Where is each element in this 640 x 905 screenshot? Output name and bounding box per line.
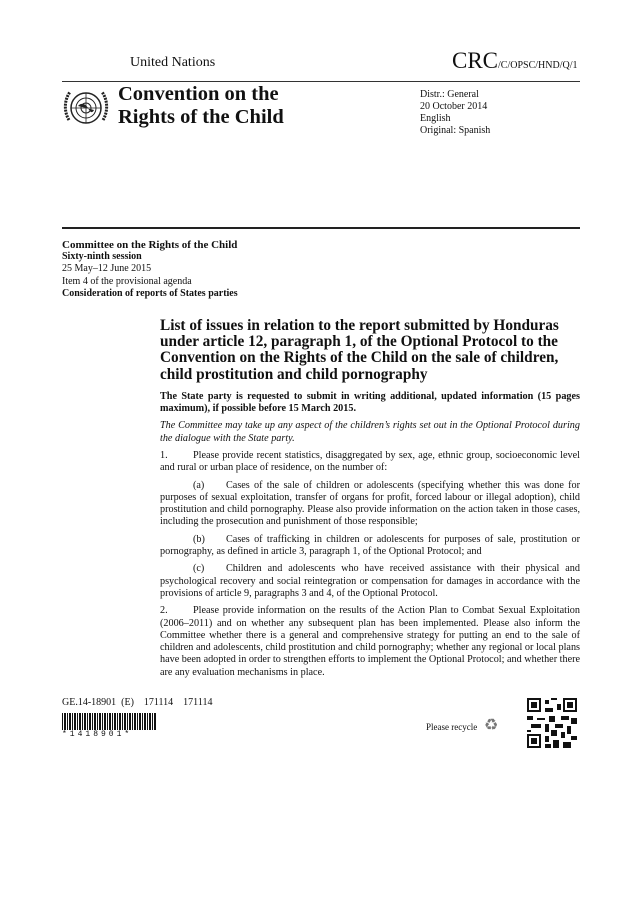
title-line: Rights of the Child <box>118 106 284 128</box>
org-name: United Nations <box>130 55 216 70</box>
para-number: (c) <box>193 563 205 575</box>
un-emblem-icon <box>60 84 112 132</box>
header-rule <box>62 81 580 82</box>
para-text: Children and adolescents who have received assistance with their physical and psychological recovery and social reintegration or compensation for damages in accordance with the provisions of article 9, paragraphs 3 and 4, of the Optional Protocol. <box>160 563 580 599</box>
para-text: Cases of trafficking in children or adolescents for purposes of sale, prostitution or pornography, as defined in article 3, paragraph 1, of the Optional Protocol; and <box>160 533 580 558</box>
paragraph-2 <box>160 605 580 679</box>
symbol-suffix: /C/OPSC/HND/Q/1 <box>498 60 578 71</box>
para-number: 2. <box>160 605 168 617</box>
date: 20 October 2014 <box>420 101 488 112</box>
para-number: (a) <box>193 479 205 491</box>
session-dates: 25 May–12 June 2015 <box>62 263 152 275</box>
main-flow <box>62 318 580 757</box>
distribution-info <box>420 89 490 137</box>
request-paragraph: The State party is requested to submit in writing additional, updated information (15 pages maximum), if possible before 15 March 2015. <box>160 390 580 415</box>
para-text: Please provide information on the results of the Action Plan to Combat Sexual Exploitation (2006–2011) and on whether any subsequent plan has been implemented. Please also inform the Committee whether there is a general and comprehensive strategy for putting an end to the sale of children and adolescents, child prostitution and child pornography; whether any regional or local plans have been adopted in order to strengthen efforts to implement the Optional Protocol; and whether there are any evaluation mechanisms in place. <box>160 605 580 678</box>
para-number: (b) <box>193 533 205 545</box>
session: Sixty-ninth session <box>62 251 142 263</box>
header-divider <box>62 227 580 229</box>
agenda-title: Consideration of reports of States parties <box>62 287 238 299</box>
recycle-text: Please recycle <box>426 722 478 733</box>
footer <box>62 697 580 757</box>
barcode-text: *1418901* <box>62 730 133 740</box>
para-text: Please provide recent statistics, disaggregated by sex, age, ethnic group, socioeconomic level and rural or urban place of residence, on the number of: <box>160 450 580 474</box>
document-symbol <box>452 48 578 74</box>
para-number: 1. <box>160 450 168 461</box>
committee-block <box>62 239 238 300</box>
distr: Distr.: General <box>420 89 479 100</box>
document-body <box>160 391 580 679</box>
title-line: Convention on the <box>118 83 279 105</box>
body-title <box>118 83 284 129</box>
original-language: Original: Spanish <box>420 125 491 136</box>
committee-name: Committee on the Rights of the Child <box>62 239 238 251</box>
language: English <box>420 113 451 124</box>
paragraph-1c <box>160 563 580 600</box>
paragraph-1 <box>160 450 580 475</box>
note-paragraph: The Committee may take up any aspect of the children’s rights set out in the Optional Protocol during the dialogue with the State party. <box>160 420 580 444</box>
job-number: GE.14-18901 (E) 171114 171114 <box>62 697 213 709</box>
recycle-icon: ♻ <box>484 717 499 735</box>
agenda-item: Item 4 of the provisional agenda <box>62 275 192 287</box>
qr-code-icon <box>527 698 577 748</box>
paragraph-1a <box>160 480 580 529</box>
symbol-main: CRC <box>452 48 499 73</box>
document-title: List of issues in relation to the report submitted by Honduras under article 12, paragraph 1, of the Optional Protocol to the Convention on the Rights of the Child on the sale of children, child prostitution and child pornography <box>160 317 559 383</box>
paragraph-1b <box>160 534 580 559</box>
para-text: Cases of the sale of children or adolescents (specifying whether this was done for purposes of sexual exploitation, transfer of organs for profit, forced labour or illegal adoption), child prostitution and child pornography. Please also provide information on the action taken in those cases, including the prosecution and punishment of those responsible; <box>160 479 580 528</box>
barcode <box>62 713 156 730</box>
